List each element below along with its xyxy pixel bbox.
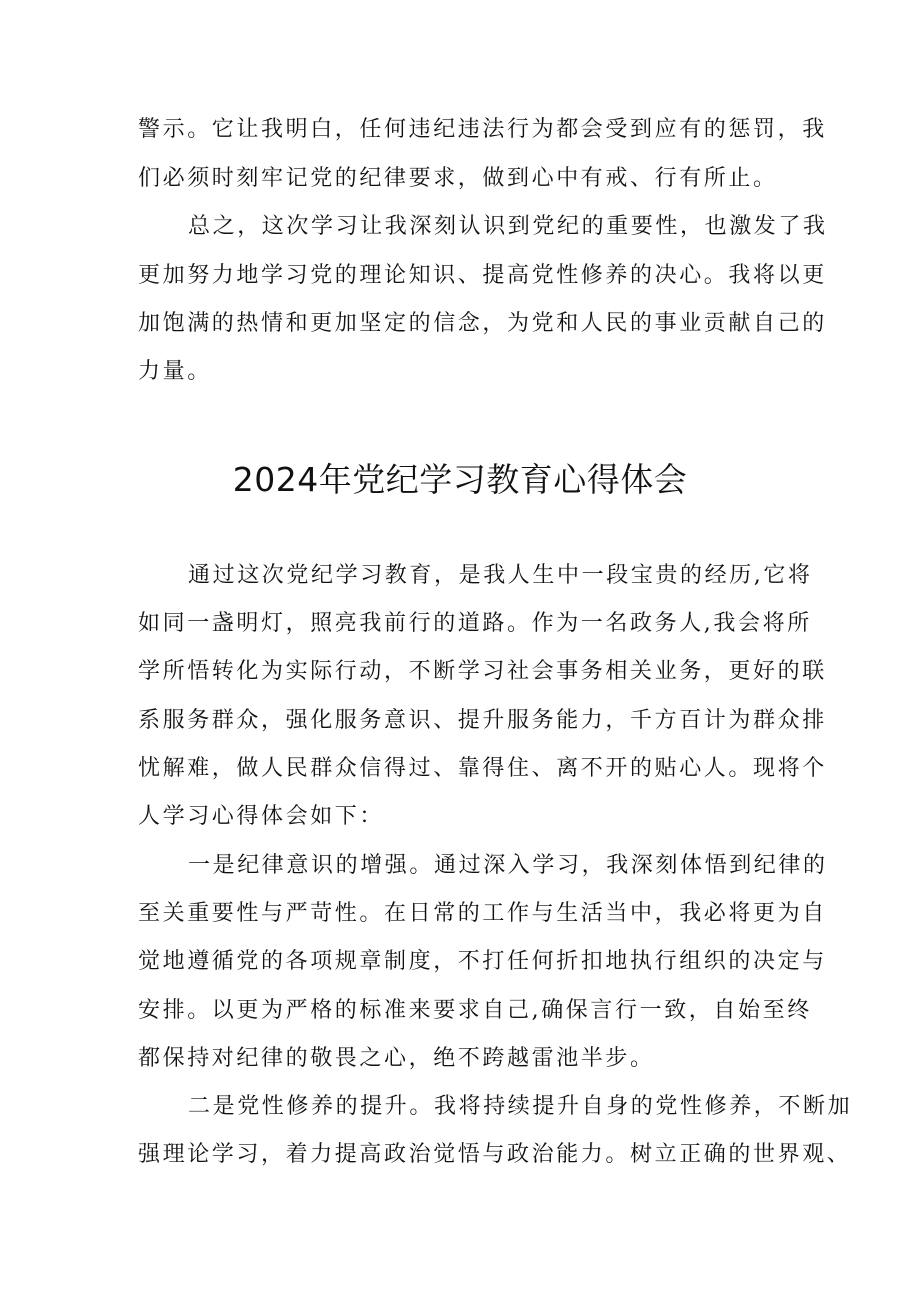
paragraph-line: 更加努力地学习党的理论知识、提高党性修养的决心。我将以更 <box>138 263 827 288</box>
paragraph-line: 力量。 <box>138 359 212 384</box>
paragraph-line: 强理论学习，着力提高政治觉悟与政治能力。树立正确的世界观、 <box>138 1142 852 1167</box>
paragraph-line: 一是纪律意识的增强。通过深入学习，我深刻体悟到纪律的 <box>188 853 828 878</box>
paragraph-line: 系服务群众，强化服务意识、提升服务能力，千方百计为群众排 <box>138 708 827 733</box>
paragraph-line: 人学习心得体会如下： <box>138 804 385 829</box>
paragraph-line: 都保持对纪律的敬畏之心，绝不跨越雷池半步。 <box>138 1046 655 1071</box>
paragraph-line: 总之，这次学习让我深刻认识到党纪的重要性，也激发了我 <box>188 214 828 239</box>
paragraph-line: 忧解难，做人民群众信得过、靠得住、离不开的贴心人。现将个 <box>138 756 827 781</box>
paragraph-line: 们必须时刻牢记党的纪律要求，做到心中有戒、行有所止。 <box>138 166 778 191</box>
paragraph-line: 如同一盏明灯，照亮我前行的道路。作为一名政务人,我会将所 <box>138 611 812 636</box>
paragraph-line: 学所悟转化为实际行动，不断学习社会事务相关业务，更好的联 <box>138 659 827 684</box>
paragraph-line: 至关重要性与严苛性。在日常的工作与生活当中，我必将更为自 <box>138 901 827 926</box>
paragraph-line: 警示。它让我明白，任何违纪违法行为都会受到应有的惩罚，我 <box>138 117 827 142</box>
paragraph-line: 安排。以更为严格的标准来要求自己,确保言行一致，自始至终 <box>138 998 812 1023</box>
paragraph-line: 觉地遵循党的各项规章制度，不打任何折扣地执行组织的决定与 <box>138 949 827 974</box>
paragraph-line: 加饱满的热情和更加坚定的信念，为党和人民的事业贡献自己的 <box>138 311 827 336</box>
paragraph-line: 通过这次党纪学习教育，是我人生中一段宝贵的经历,它将 <box>188 563 813 588</box>
document-title: 2024年党纪学习教育心得体会 <box>232 460 688 499</box>
paragraph-line: 二是党性修养的提升。我将持续提升自身的党性修养，不断加 <box>188 1094 853 1119</box>
